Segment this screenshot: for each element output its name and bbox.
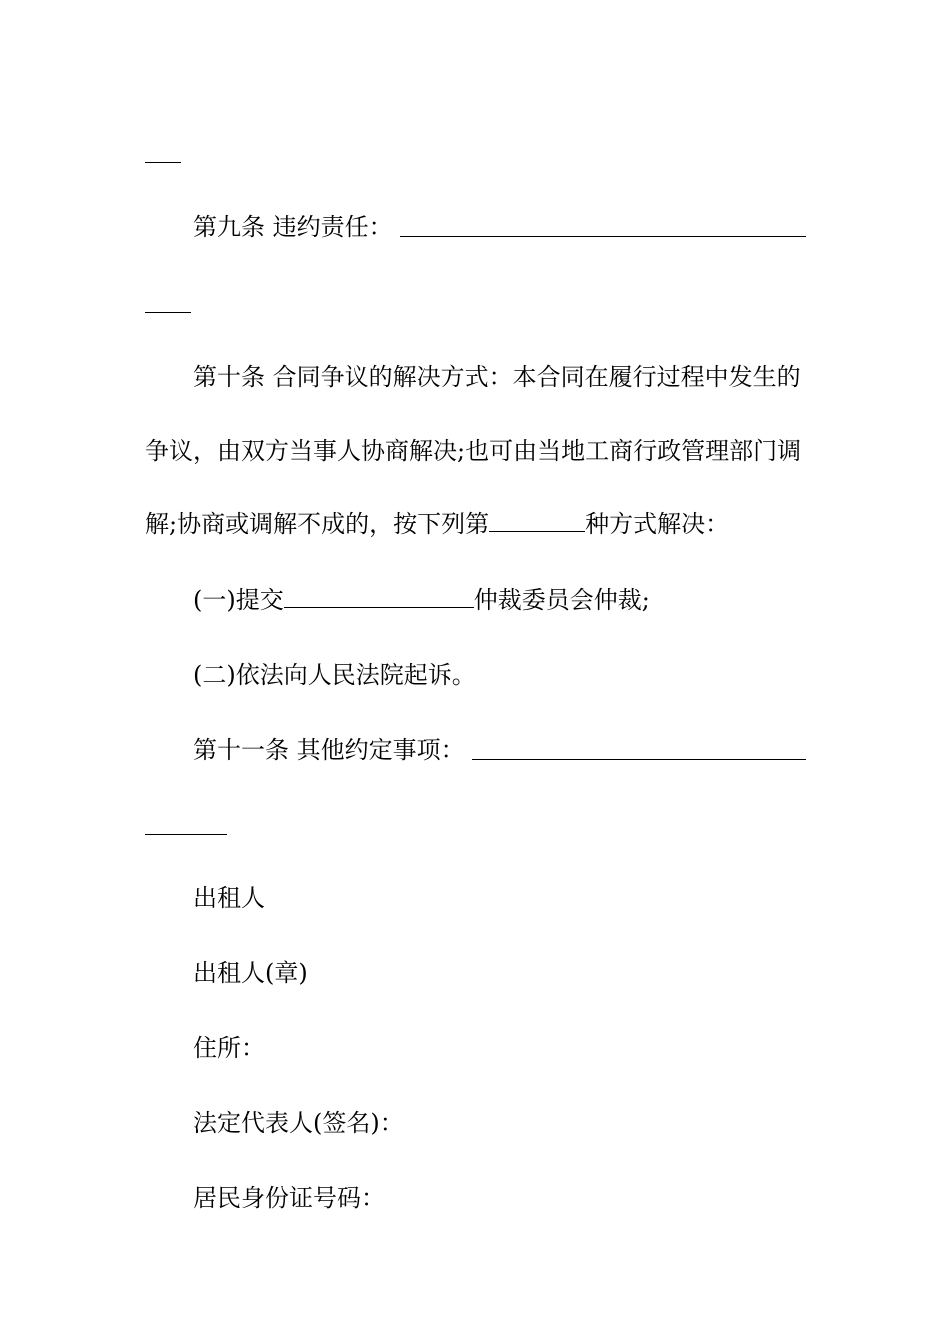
blank-line — [145, 162, 181, 163]
article-10-line-3: 解;协商或调解不成的，按下列第 种方式解决： — [145, 510, 730, 538]
article-11-blank-continued — [145, 834, 227, 835]
article-10-line-1: 第十条 合同争议的解决方式：本合同在履行过程中发生的 — [193, 363, 801, 391]
article-9-blank — [400, 236, 806, 237]
article-11-blank — [472, 759, 806, 760]
lessor-id-number: 居民身份证号码： — [193, 1184, 385, 1212]
article-11-label: 第十一条 其他约定事项： — [193, 736, 465, 764]
arbitration-commission-blank — [284, 585, 474, 608]
option-2: (二)依法向人民法院起诉。 — [193, 661, 476, 689]
lessor-seal: 出租人(章) — [193, 959, 308, 987]
article-9-blank-continued — [145, 312, 191, 313]
lessor-legal-representative: 法定代表人(签名)： — [193, 1109, 404, 1137]
lessor-address: 住所： — [193, 1034, 265, 1062]
option-1: (一)提交 仲裁委员会仲裁; — [193, 586, 650, 614]
article-9-label: 第九条 违约责任： — [193, 213, 393, 241]
method-number-blank — [489, 509, 585, 532]
article-10-line-2: 争议，由双方当事人协商解决;也可由当地工商行政管理部门调 — [145, 437, 802, 465]
lessor-title: 出租人 — [193, 884, 265, 912]
